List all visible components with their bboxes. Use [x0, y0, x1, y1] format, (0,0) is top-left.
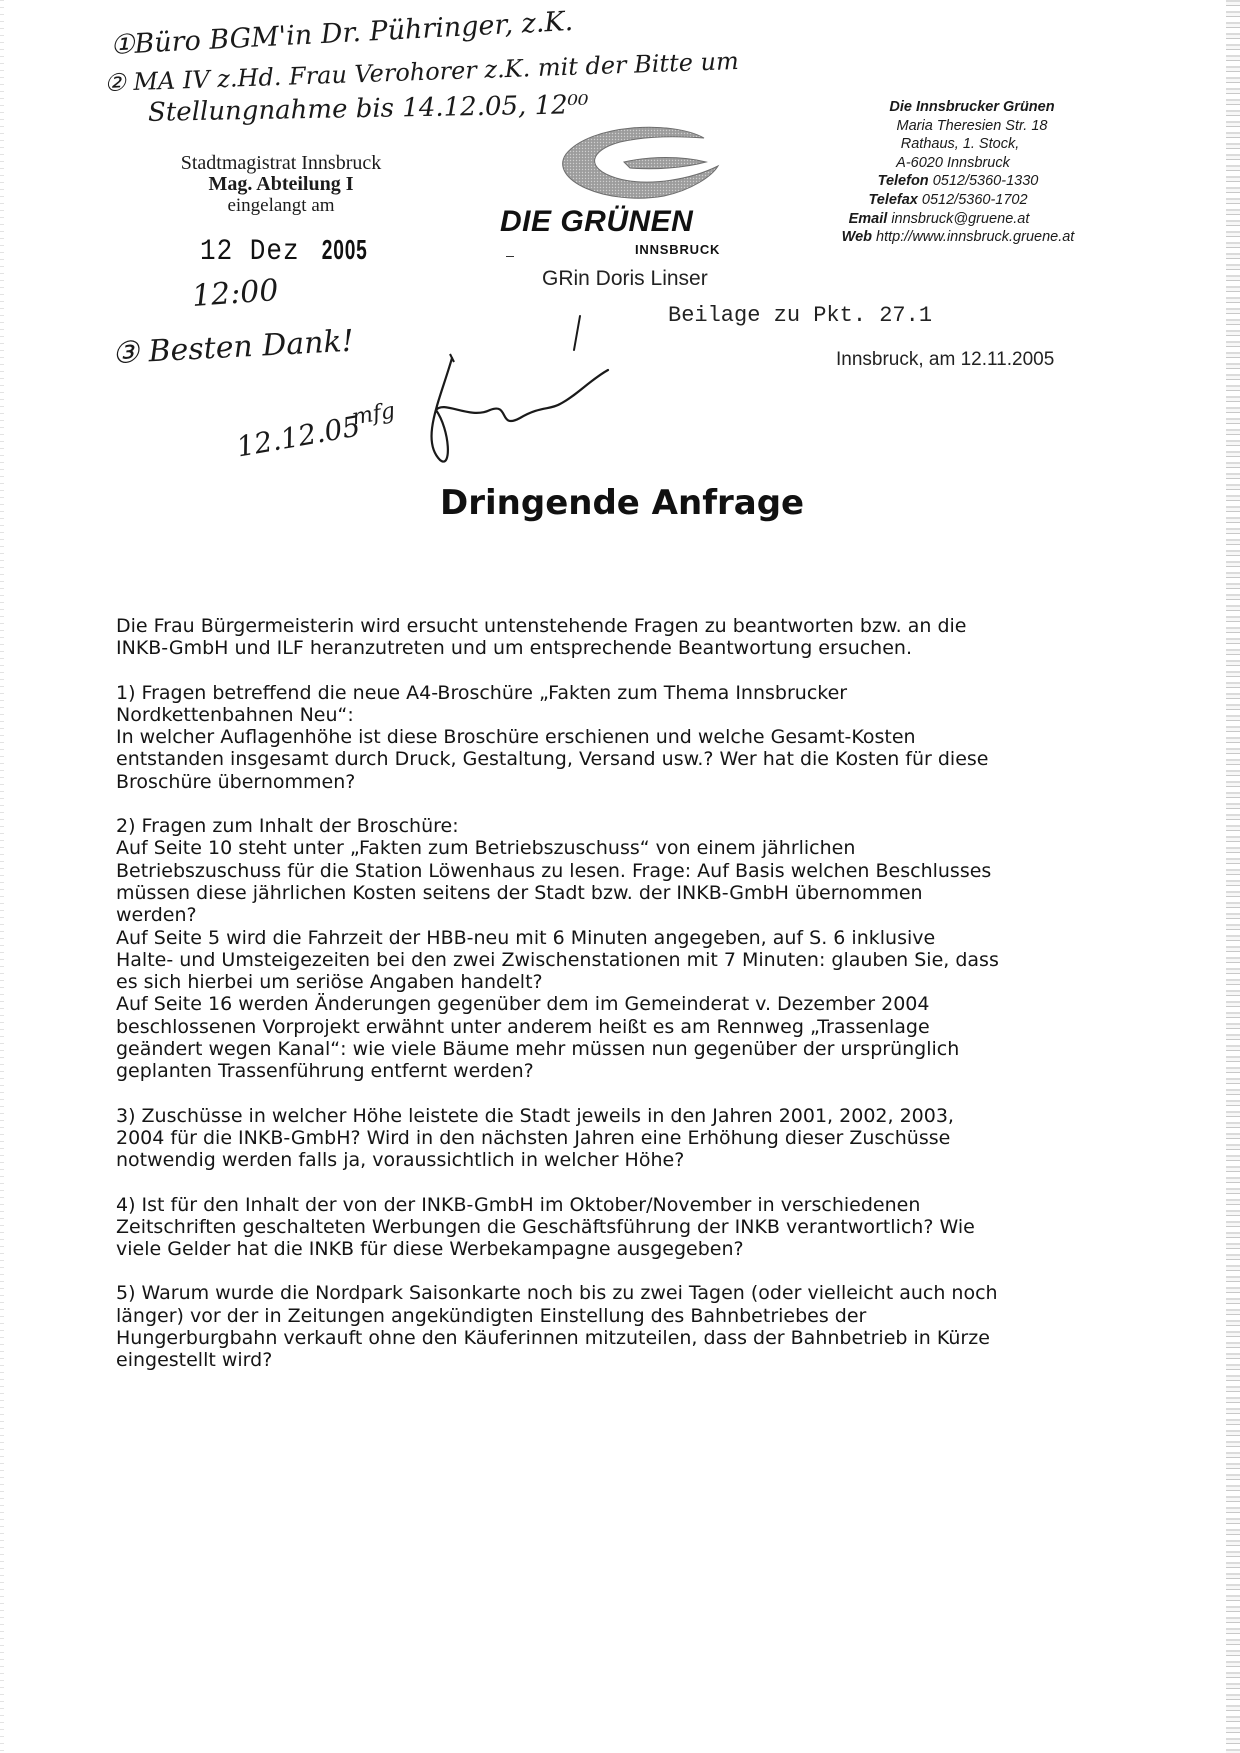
- contact-org: Die Innsbrucker Grünen: [889, 99, 1055, 115]
- scan-edge-left: [0, 0, 4, 1753]
- handwritten-mark-icon: [560, 310, 600, 370]
- stamp-date: [200, 234, 374, 269]
- question-4: 4) Ist für den Inhalt der von der INKB-GmbH im Oktober/November in verschiedenen Zeitschriften geschalteten Werbungen die Geschäftsführung der INKB verantwortlich? Wie viele Gelder hat die INKB für diese Werbekampagne ausgegeben?: [116, 1193, 975, 1261]
- logo-city: INNSBRUCK: [635, 242, 721, 257]
- handwritten-note-3: Stellungnahme bis 14.12.05, 12⁰⁰: [147, 90, 589, 128]
- contact-email: Email innsbruck@gruene.at: [848, 210, 1030, 227]
- contact-phone: Telefon 0512/5360-1330: [877, 173, 1039, 190]
- contact-block: [822, 98, 1122, 247]
- intro-paragraph: Die Frau Bürgermeisterin wird ersucht untenstehende Fragen zu beantworten bzw. an die INKB-GmbH und ILF heranzutreten und um entsprechende Beantwortung ersuchen.: [116, 615, 967, 660]
- stamp-line-3: eingelangt am: [227, 195, 335, 216]
- contact-fax: Telefax 0512/5360-1702: [868, 191, 1028, 208]
- gruene-logo-swoosh-icon: [554, 126, 722, 208]
- logo-wordmark: DIE GRÜNEN: [500, 205, 694, 238]
- handwritten-time: 12:00: [190, 273, 280, 314]
- handwritten-thanks: ③ Besten Dank!: [111, 323, 355, 372]
- handwritten-note-1: ①Büro BGM'in Dr. Pühringer, z.K.: [109, 5, 574, 62]
- contact-building: Rathaus, 1. Stock,: [900, 136, 1020, 153]
- question-2: 2) Fragen zum Inhalt der Broschüre: Auf Seite 10 steht unter „Fakten zum Betriebszuschuss“ von einem jährlichen Betriebszuschuss für die Station Löwenhaus zu lesen. Frage: Auf Basis welchen Beschlusses müssen diese jährlichen Kosten seitens der Stadt bzw. der INKB-GmbH übernommen werden? Auf Seite 5 wird die Fahrzeit der HBB-neu mit 6 Minuten angegeben, auf S. 6 inklusive Halte- und Umsteigezeiten bei den zwei Zwischenstationen mit 7 Minuten: glauben Sie, dass es sich hierbei um seriöse Angaben handelt? Auf Seite 16 werden Änderungen gegenüber dem im Gemeinderat v. Dezember 2004 beschlossenen Vorprojekt erwähnt unter anderem heißt es am Rennweg „Trassenlage geändert wegen Kanal“: wie viele Bäume mehr müssen nun gegenüber der ursprünglich geplanten Trassenführung entfernt werden?: [116, 815, 999, 1083]
- stamp-date-year: 2005: [321, 234, 368, 266]
- receipt-stamp: [138, 153, 424, 216]
- contact-street: Maria Theresien Str. 18: [896, 117, 1048, 134]
- stamp-date-day: 12 Dez: [200, 233, 300, 269]
- reference-line: Beilage zu Pkt. 27.1: [668, 303, 933, 328]
- stamp-line-1: Stadtmagistrat Innsbruck: [180, 152, 382, 174]
- document-title: Dringende Anfrage: [440, 483, 805, 523]
- signer-name: GRin Doris Linser: [542, 267, 708, 290]
- question-1: 1) Fragen betreffend die neue A4-Broschüre „Fakten zum Thema Innsbrucker Nordkettenbahnen Neu“: In welcher Auflagenhöhe ist diese Broschüre erschienen und welche Gesamt-Kosten entstanden insgesamt durch Druck, Gestaltung, Versand usw.? Wer hat die Kosten für diese Broschüre übernommen?: [116, 681, 989, 793]
- question-5: 5) Warum wurde die Nordpark Saisonkarte noch bis zu zwei Tagen (oder vielleicht auch noch länger) vor der in Zeitungen angekündigten Einstellung des Bahnbetriebes der Hungerburgbahn verkauft ohne den Käuferinnen mitzuteilen, dass der Bahnbetrieb in Kürze eingestellt wird?: [116, 1282, 998, 1372]
- contact-city: A-6020 Innsbruck: [896, 154, 1010, 171]
- logo-dash: [506, 256, 514, 257]
- scan-edge-right: [1226, 0, 1240, 1753]
- document-body: [116, 615, 1114, 1394]
- handwritten-initials-note: mfg: [350, 398, 397, 431]
- contact-web: Web http://www.innsbruck.gruene.at: [841, 229, 1075, 246]
- stamp-line-2: Mag. Abteilung I: [208, 173, 354, 195]
- handwritten-note-2: ② MA IV z.Hd. Frau Verohorer z.K. mit der Bitte um: [103, 46, 740, 98]
- question-3: 3) Zuschüsse in welcher Höhe leistete die Stadt jeweils in den Jahren 2001, 2002, 2003, 2004 für die INKB-GmbH? Wird in den nächsten Jahren eine Erhöhung dieser Zuschüsse notwendig werden falls ja, voraussichtlich in welcher Höhe?: [116, 1104, 954, 1172]
- handwritten-initials-date: 12.12.05: [234, 409, 363, 464]
- place-date: Innsbruck, am 12.11.2005: [836, 349, 1055, 370]
